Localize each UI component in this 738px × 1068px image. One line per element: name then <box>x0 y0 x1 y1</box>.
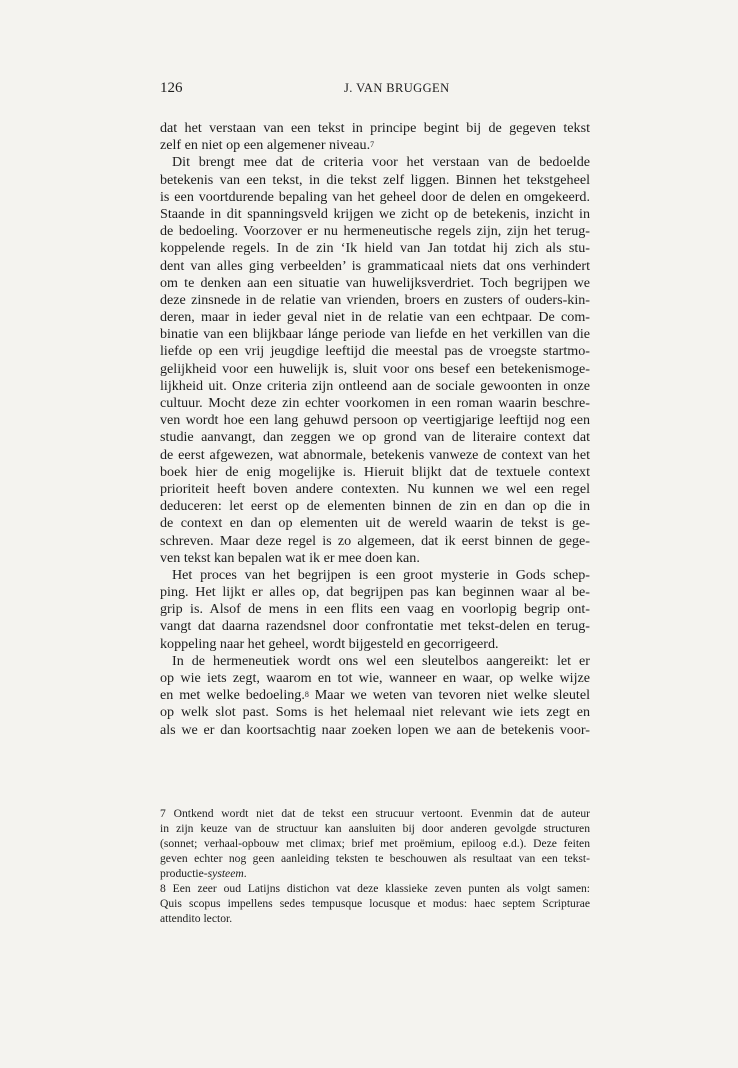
line-text: dat het verstaan van een tekst in principe begint bij de gegeven tekst <box>160 120 590 136</box>
line-text: deze zinsnede in de relatie van vrienden, broers en zusters of ouders-kin- <box>160 291 590 308</box>
line-text: zelf en niet op een algemener niveau. <box>160 137 371 154</box>
line-text: de context en dan op elementen uit de wereld waarin de tekst is ge- <box>160 515 590 532</box>
line-text: koppeling naar het geheel, wordt bijgesteld en gecorrigeerd. <box>160 635 499 652</box>
text-line <box>160 412 590 429</box>
footnote-line <box>160 866 590 881</box>
text-line <box>160 343 590 360</box>
line-text: cultuur. Mocht deze zin echter voorkomen in een roman waarin beschre- <box>160 395 590 411</box>
footnote-text: (sonnet; verhaal-opbouw met climax; brief met proëmium, epiloog e.d.). Deze feiten <box>160 837 590 850</box>
line-text: studie aanvangt, dan zeggen we op grond van de literaire context dat <box>160 429 590 446</box>
line-text: boek hier de enig mogelijke is. Hieruit blijkt dat de textuele context <box>160 463 590 480</box>
footnote-line <box>160 896 590 911</box>
line-text: In de hermeneutiek wordt ons wel een sleutelbos aangereikt: let er <box>172 652 590 669</box>
line-text: lijkheid uit. Onze criteria zijn ontleend aan de sociale gewoonten in onze <box>160 377 590 394</box>
line-text: deduceren: let eerst op de elementen binnen de zin en dan op die in <box>160 498 590 515</box>
line-text: betekenis van een tekst, in die tekst zelf liggen. Binnen het tekstgeheel <box>160 171 590 188</box>
text-line <box>160 275 590 292</box>
line-text: op welk slot past. Soms is het helemaal niet relevant wie iets zegt en <box>160 704 590 721</box>
line-text: om te denken aan een situatie van huwelijksverdriet. Toch begrijpen we <box>160 274 590 291</box>
line-text: liefde op een vrij jeugdige leeftijd die meestal pas de vroegste startmo- <box>160 343 590 360</box>
text-line <box>160 309 590 326</box>
line-text: gelijkheid voor een huwelijk is, sluit voor ons besef een betekenismoge- <box>160 360 590 377</box>
line-text: de eerst afgewezen, wat abnormale, betekenis vanweze de context van het <box>160 446 590 463</box>
body-text <box>160 120 590 739</box>
text-line <box>160 670 590 687</box>
footnote-text: Quis scopus impellens sedes tempusque locusque et modus: haec septem Scripturae <box>160 897 590 910</box>
line-text: de bedoeling. Voorzover er nu hermeneutische regels zijn, zijn het terug- <box>160 223 590 240</box>
text-line <box>160 189 590 206</box>
text-line <box>160 120 590 137</box>
text-line <box>160 464 590 481</box>
footnote-italic: systeem <box>207 867 244 880</box>
text-line <box>160 137 590 154</box>
line-text: is een voortdurende bepaling van het geheel door de delen en omgekeerd. <box>160 188 590 205</box>
text-line <box>160 722 590 739</box>
footnote-text: attendito lector. <box>160 912 233 925</box>
running-head: J. VAN BRUGGEN <box>344 81 450 95</box>
footnote-line <box>160 911 590 926</box>
footnote-text: productie- <box>160 867 208 880</box>
text-line <box>160 240 590 257</box>
text-line <box>160 361 590 378</box>
text-line <box>160 687 590 704</box>
footnote-text: 8 Een zeer oud Latijns distichon vat deze klassieke zeven punten als volgt samen: <box>160 882 590 895</box>
text-line <box>160 378 590 395</box>
text-line <box>160 636 590 653</box>
text-line <box>160 258 590 275</box>
text-line <box>160 154 590 171</box>
text-line <box>160 653 590 670</box>
footnote-line <box>160 806 590 821</box>
line-text: binatie van een blijkbaar lánge periode van liefde en het verkillen van die <box>160 326 590 343</box>
text-line <box>160 223 590 240</box>
footnote-line <box>160 851 590 866</box>
line-text: als we er dan koortsachtig naar zoeken lopen we aan de betekenis voor- <box>160 721 590 738</box>
text-line <box>160 550 590 567</box>
text-line <box>160 429 590 446</box>
footnote-ref: 7 <box>370 140 375 150</box>
text-line <box>160 206 590 223</box>
text-line <box>160 447 590 464</box>
text-line <box>160 584 590 601</box>
page-number: 126 <box>160 80 183 96</box>
line-text: Het proces van het begrijpen is een groot mysterie in Gods schep- <box>172 566 590 583</box>
footnote-text: 7 Ontkend wordt niet dat de tekst een strucuur vertoont. Evenmin dat de auteur <box>160 807 590 820</box>
footnote-line <box>160 881 590 896</box>
text-line <box>160 601 590 618</box>
line-text: grip is. Alsof de mens in een flits een vaag en voorlopig begrip ont- <box>160 601 590 618</box>
line-text-tail: Maar we weten van tevoren niet welke sleutel <box>308 687 590 704</box>
text-line <box>160 481 590 498</box>
line-text: schreven. Maar deze regel is zo algemeen, dat ik eerst binnen de gege- <box>160 532 590 549</box>
line-text: dent van alles ging verbeelden’ is grammaticaal niets dat ons verhindert <box>160 257 590 274</box>
line-text: deren, maar in ieder geval niet in de relatie van een echtpaar. De com- <box>160 309 590 326</box>
footnotes <box>160 806 590 926</box>
footnote-line <box>160 836 590 851</box>
text-line <box>160 292 590 309</box>
text-line <box>160 395 590 412</box>
line-text: Dit brengt mee dat de criteria voor het verstaan van de bedoelde <box>172 154 590 171</box>
footnote-text: geven echter nog geen aanleiding teksten te beschouwen als resultaat van een tekst- <box>160 852 590 865</box>
text-line <box>160 618 590 635</box>
line-text: koppelende regels. In de zin ‘Ik hield van Jan totdat hij zich als stu- <box>160 240 590 257</box>
line-text: en met welke bedoeling. <box>160 687 305 704</box>
text-line <box>160 326 590 343</box>
text-line <box>160 567 590 584</box>
text-line <box>160 533 590 550</box>
footnote-ref: 8 <box>304 690 309 700</box>
line-text: vangt dat daarna razendsnel door confrontatie met tekst-delen en terug- <box>160 618 590 635</box>
line-text: ping. Het lijkt er alles op, dat begrijpen pas kan beginnen waar al be- <box>160 584 590 601</box>
line-text: prioriteit heeft boven andere contexten. Nu kunnen we wel een regel <box>160 480 590 497</box>
line-text: ven wordt hoe een lang gehuwd persoon op veertigjarige leeftijd nog een <box>160 412 590 429</box>
line-text: Staande in dit spanningsveld krijgen we zicht op de betekenis, inzicht in <box>160 205 590 222</box>
text-line <box>160 515 590 532</box>
page-header <box>0 80 738 100</box>
text-line <box>160 498 590 515</box>
text-line <box>160 172 590 189</box>
footnote-tail: . <box>243 867 247 880</box>
text-line <box>160 704 590 721</box>
footnote-line <box>160 821 590 836</box>
line-text: op wie iets zegt, waarom en tot wie, wanneer en waar, op welke wijze <box>160 670 590 686</box>
line-text: ven tekst kan bepalen wat ik er mee doen kan. <box>160 549 420 566</box>
footnote-text: in zijn keuze van de structuur kan aansluiten bij door anderen gevolgde structuren <box>160 822 590 835</box>
